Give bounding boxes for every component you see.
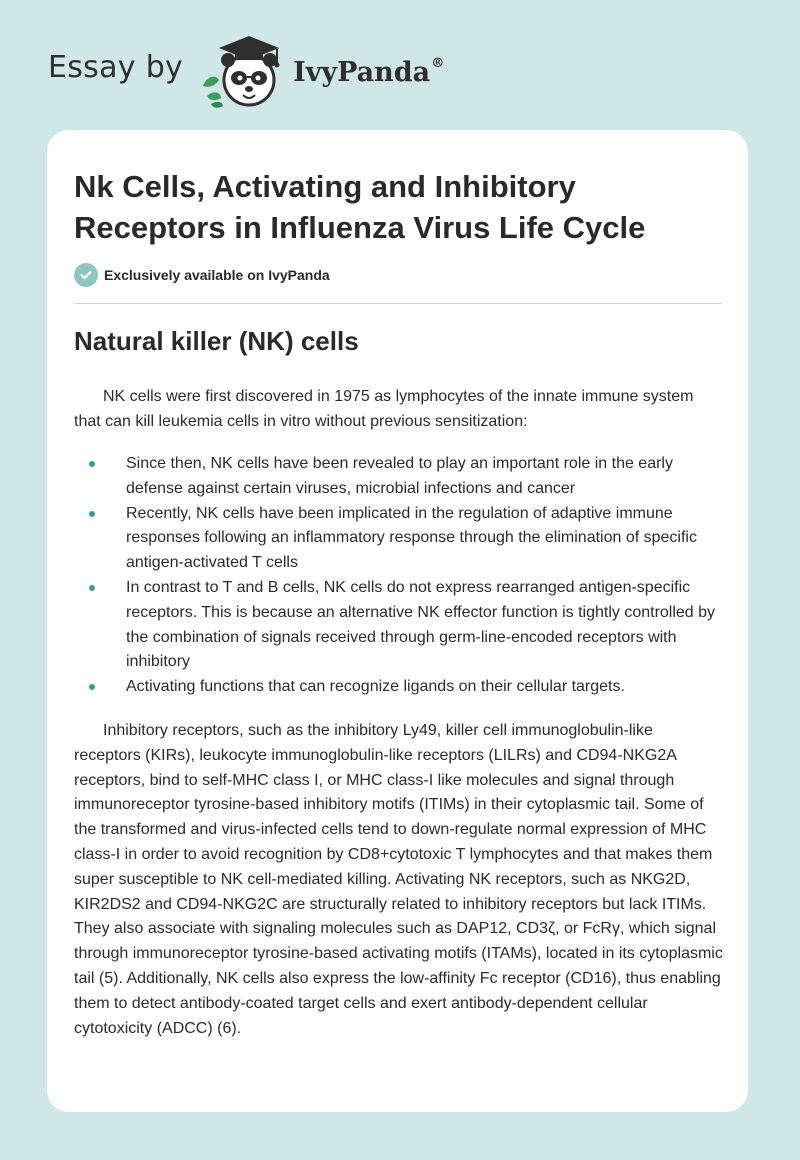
list-item: Recently, NK cells have been implicated in the regulation of adaptive immune responses following an inflammatory response through the elimination of specific antigen-activated T cells — [74, 502, 724, 576]
brand-header — [48, 30, 444, 110]
body-paragraph: Inhibitory receptors, such as the inhibitory Ly49, killer cell immunoglobulin-like receptors (KIRs), leukocyte immunoglobulin-like receptors (LILRs) and CD94-NKG2A receptors, bind to self-MHC class I, or MHC class-I like molecules and signal through immunoreceptor tyrosine-based inhibitory motifs (ITIMs) in their cytoplasmic tail. Some of the transformed and virus-infected cells tend to down-regulate normal expression of MHC class-I in order to avoid recognition by CD8+cytotoxic T lymphocytes and that makes them super susceptible to NK cell-mediated killing. Activating NK receptors, such as NKG2D, KIR2DS2 and CD94-NKG2C are structurally related to inhibitory receptors but lack ITIMs. They also associate with signaling molecules such as DAP12, CD3ζ, or FcRγ, which signal through immunoreceptor tyrosine-based activating motifs (ITAMs), located in its cytoplasmic tail (5). Additionally, NK cells also express the low-affinity Fc receptor (CD16), thus enabling them to detect antibody-coated target cells and exert antibody-dependent cellular cytotoxicity (ADCC) (6). — [74, 722, 723, 1037]
exclusive-badge — [74, 263, 330, 287]
panda-graduate-icon[interactable] — [197, 30, 289, 110]
list-item: Activating functions that can recognize ligands on their cellular targets. — [74, 675, 724, 700]
check-circle-icon — [74, 263, 98, 287]
intro-paragraph: NK cells were first discovered in 1975 as lymphocytes of the innate immune system that can kill leukemia cells in vitro without previous sensitization: — [74, 388, 694, 430]
badge-text: Exclusively available on IvyPanda — [104, 267, 330, 283]
bullet-list — [74, 452, 724, 700]
brand-name[interactable]: IvyPanda® — [293, 56, 445, 88]
essay-card — [47, 130, 748, 1112]
essay-title: Nk Cells, Activating and Inhibitory Receptors in Influenza Virus Life Cycle — [74, 169, 646, 245]
list-item: Since then, NK cells have been revealed to play an important role in the early defense against certain viruses, microbial infections and cancer — [74, 452, 724, 502]
section-title: Natural killer (NK) cells — [74, 326, 359, 356]
brand-prefix: Essay by — [48, 49, 184, 85]
list-item: In contrast to T and B cells, NK cells do not express rearranged antigen-specific receptors. This is because an alternative NK effector function is tightly controlled by the combination of signals received through germ-line-encoded receptors with inhibitory — [74, 576, 724, 675]
divider — [74, 303, 722, 304]
